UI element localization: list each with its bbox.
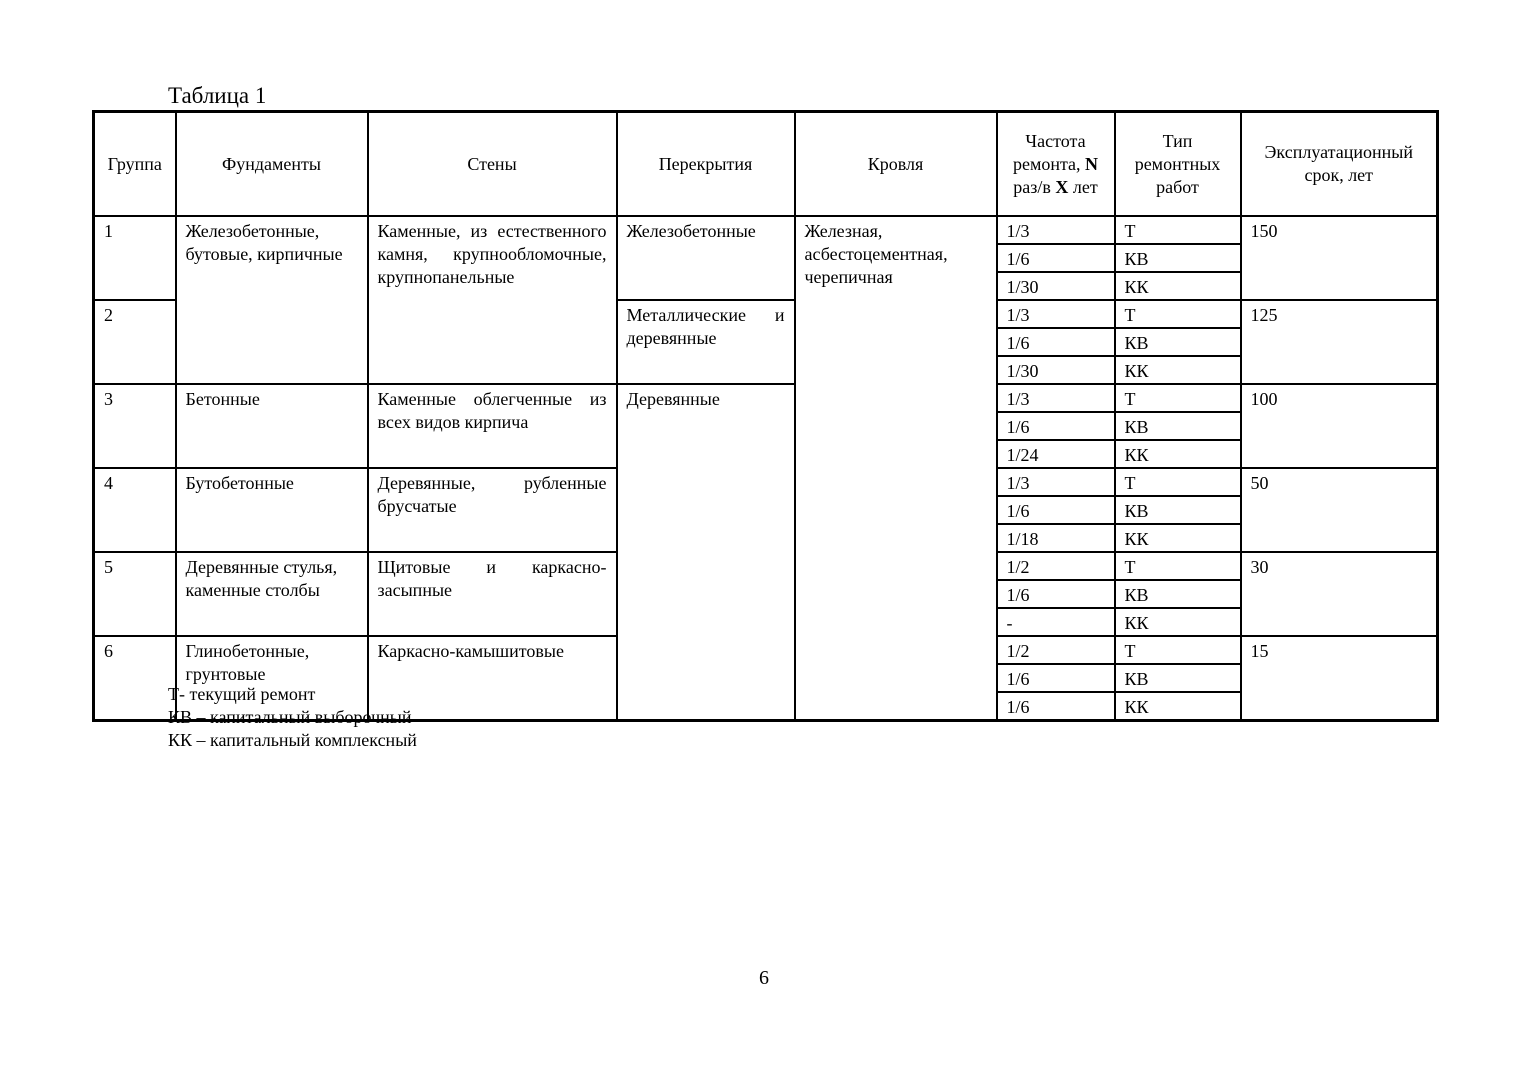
header-frequency-part1: Частота ремонта, <box>1012 130 1086 174</box>
table-row <box>94 384 1438 412</box>
frequency-cell: 1/24 <box>997 440 1115 468</box>
header-frequency-n: N <box>1085 153 1099 174</box>
legend-item-kv: КВ – капитальный выборочный <box>168 707 412 727</box>
frequency-cell: 1/30 <box>997 356 1115 384</box>
repair-type-cell: Т <box>1115 300 1241 328</box>
frequency-cell: 1/6 <box>997 496 1115 524</box>
header-service-life: Эксплуатационный срок, лет <box>1241 112 1438 217</box>
header-frequency-part3: лет <box>1068 176 1098 197</box>
header-foundations: Фундаменты <box>176 112 368 217</box>
repair-type-cell: КК <box>1115 356 1241 384</box>
frequency-cell: 1/6 <box>997 412 1115 440</box>
group-number: 4 <box>94 468 176 552</box>
table-row <box>94 216 1438 244</box>
header-floors: Перекрытия <box>617 112 795 217</box>
repair-type-cell: КВ <box>1115 412 1241 440</box>
repair-table <box>92 110 1439 722</box>
foundations-cell: Глинобетонные, грунтовые <box>176 636 368 721</box>
header-roof: Кровля <box>795 112 997 217</box>
header-frequency-part2: раз/в <box>1013 176 1056 197</box>
repair-type-cell: КВ <box>1115 580 1241 608</box>
frequency-cell: 1/6 <box>997 580 1115 608</box>
repair-type-cell: КВ <box>1115 244 1241 272</box>
frequency-cell: 1/6 <box>997 664 1115 692</box>
frequency-cell: - <box>997 608 1115 636</box>
repair-type-cell: Т <box>1115 636 1241 664</box>
repair-type-cell: КК <box>1115 272 1241 300</box>
group-number: 1 <box>94 216 176 300</box>
floors-cell: Железобетонные <box>617 216 795 300</box>
header-repair-type: Тип ремонтных работ <box>1115 112 1241 217</box>
repair-type-cell: КК <box>1115 692 1241 721</box>
header-row <box>94 112 1438 217</box>
service-life-cell: 15 <box>1241 636 1438 721</box>
repair-type-cell: КК <box>1115 440 1241 468</box>
frequency-cell: 1/3 <box>997 300 1115 328</box>
repair-type-cell: КВ <box>1115 328 1241 356</box>
repair-type-cell: КК <box>1115 524 1241 552</box>
frequency-cell: 1/3 <box>997 216 1115 244</box>
repair-type-cell: КВ <box>1115 496 1241 524</box>
frequency-cell: 1/18 <box>997 524 1115 552</box>
repair-type-cell: Т <box>1115 216 1241 244</box>
frequency-cell: 1/30 <box>997 272 1115 300</box>
table-caption: Таблица 1 <box>168 83 267 108</box>
legend-item-t: Т- текущий ремонт <box>168 684 316 704</box>
foundations-cell: Железобетонные, бутовые, кирпичные <box>176 216 368 384</box>
foundations-cell: Бутобетонные <box>176 468 368 552</box>
roof-cell: Железная, асбестоцементная, черепичная <box>795 216 997 721</box>
service-life-cell: 100 <box>1241 384 1438 468</box>
walls-cell: Каркасно-камышитовые <box>368 636 617 721</box>
foundations-cell: Бетонные <box>176 384 368 468</box>
legend <box>168 683 417 752</box>
group-number: 6 <box>94 636 176 721</box>
walls-cell: Деревянные, рубленные брусчатые <box>368 468 617 552</box>
floors-cell: Металлические и деревянные <box>617 300 795 384</box>
legend-item-kk: КК – капитальный комплексный <box>168 730 417 750</box>
frequency-cell: 1/3 <box>997 468 1115 496</box>
floors-cell: Деревянные <box>617 384 795 721</box>
repair-type-cell: Т <box>1115 552 1241 580</box>
header-group: Группа <box>94 112 176 217</box>
group-number: 2 <box>94 300 176 384</box>
frequency-cell: 1/2 <box>997 636 1115 664</box>
repair-type-cell: КК <box>1115 608 1241 636</box>
walls-cell: Каменные облегченные из всех видов кирпича <box>368 384 617 468</box>
group-number: 3 <box>94 384 176 468</box>
walls-cell: Щитовые и каркасно-засыпные <box>368 552 617 636</box>
service-life-cell: 125 <box>1241 300 1438 384</box>
frequency-cell: 1/3 <box>997 384 1115 412</box>
foundations-cell: Деревянные стулья, каменные столбы <box>176 552 368 636</box>
frequency-cell: 1/6 <box>997 692 1115 721</box>
service-life-cell: 50 <box>1241 468 1438 552</box>
group-number: 5 <box>94 552 176 636</box>
service-life-cell: 150 <box>1241 216 1438 300</box>
page-number: 6 <box>759 967 769 989</box>
header-frequency-x: X <box>1055 176 1069 197</box>
repair-type-cell: Т <box>1115 468 1241 496</box>
repair-type-cell: КВ <box>1115 664 1241 692</box>
walls-cell: Каменные, из естественного камня, крупнообломочные, крупнопанельные <box>368 216 617 384</box>
frequency-cell: 1/2 <box>997 552 1115 580</box>
header-walls: Стены <box>368 112 617 217</box>
header-frequency <box>997 112 1115 217</box>
frequency-cell: 1/6 <box>997 244 1115 272</box>
repair-type-cell: Т <box>1115 384 1241 412</box>
service-life-cell: 30 <box>1241 552 1438 636</box>
frequency-cell: 1/6 <box>997 328 1115 356</box>
